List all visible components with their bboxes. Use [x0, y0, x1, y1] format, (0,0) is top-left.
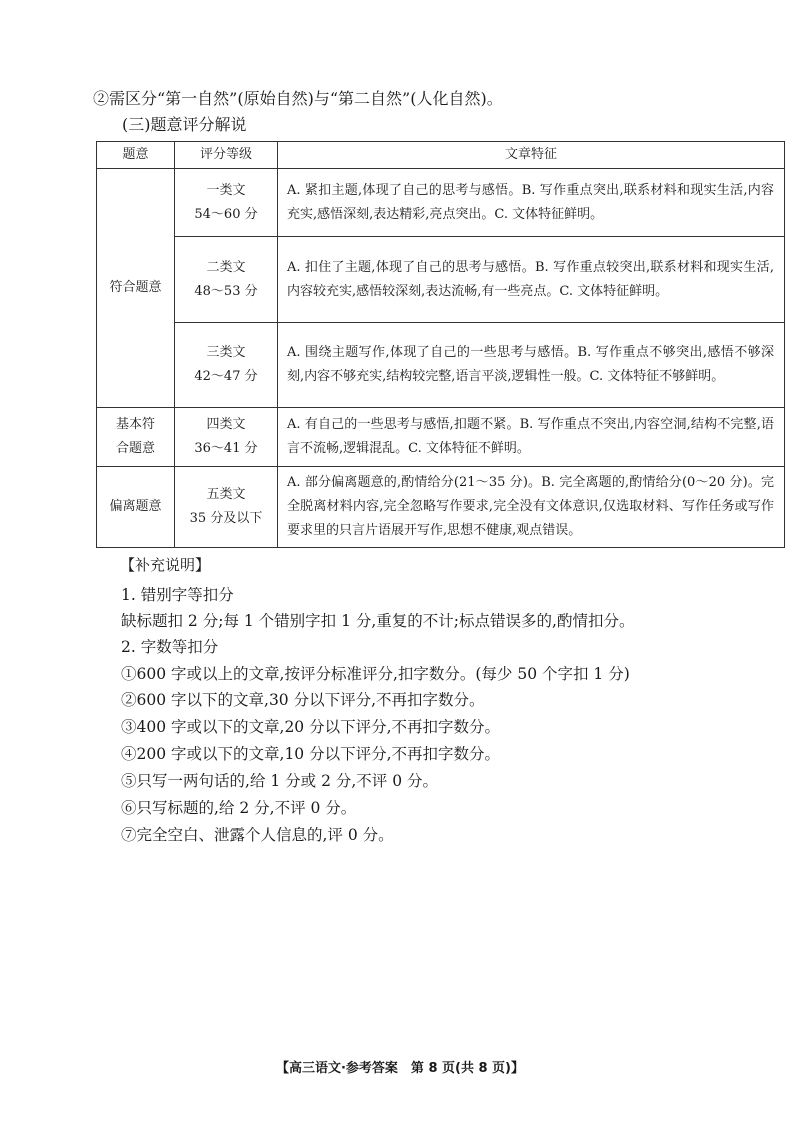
supplement-item: ③400 字或以下的文章,20 分以下评分,不再扣字数分。 [121, 718, 501, 736]
table-header-row [97, 142, 785, 169]
category-basic-label: 基本符合题意 [116, 417, 156, 456]
category-off [97, 467, 175, 548]
header-topic: 题意 [97, 142, 175, 169]
grade-level-cell [175, 169, 278, 237]
supplement-item: ⑥只写标题的,给 2 分,不评 0 分。 [121, 799, 357, 817]
category-fit-label: 符合题意 [109, 280, 162, 295]
grade-level-name: 五类文 [206, 487, 246, 502]
grade-description: A. 围绕主题写作,体现了自己的一些思考与感悟。B. 写作重点不够突出,感悟不够深刻,内容不够充实,结构较完整,语言平淡,逻辑性一般。C. 文体特征不够鲜明。 [278, 323, 785, 408]
grade-level-name: 二类文 [206, 259, 246, 275]
category-off-label: 偏离题意 [109, 499, 162, 514]
supplement-item: ①600 字或以上的文章,按评分标准评分,扣字数分。(每少 50 个字扣 1 分) [121, 665, 630, 683]
grade-description: A. 有自己的一些思考与感悟,扣题不紧。B. 写作重点不突出,内容空洞,结构不完整,语言不流畅,逻辑混乱。C. 文体特征不鲜明。 [278, 408, 785, 467]
header-grade-level: 评分等级 [175, 142, 278, 169]
grade-score-range: 48～53 分 [194, 283, 258, 299]
table-row [97, 467, 785, 548]
grade-description: A. 紧扣主题,体现了自己的思考与感悟。B. 写作重点突出,联系材料和现实生活,内容充实,感悟深刻,表达精彩,亮点突出。C. 文体特征鲜明。 [278, 169, 785, 237]
supplement-item: 1. 错别字等扣分 [121, 586, 234, 604]
category-basic [97, 408, 175, 467]
grade-level-cell [175, 408, 278, 467]
supplement-item: ④200 字或以下的文章,10 分以下评分,不再扣字数分。 [121, 745, 501, 763]
table-row [97, 237, 785, 323]
grade-level-cell [175, 467, 278, 548]
header-features: 文章特征 [278, 142, 785, 169]
supplement-title: 【补充说明】 [120, 556, 211, 574]
page-footer: 【高三语文·参考答案 第 8 页(共 8 页)】 [275, 1061, 525, 1076]
grade-level-name: 四类文 [206, 417, 246, 432]
grading-table [96, 141, 785, 548]
grade-score-range: 35 分及以下 [189, 511, 263, 526]
grade-level-cell [175, 237, 278, 323]
supplement-item: ⑤只写一两句话的,给 1 分或 2 分,不评 0 分。 [121, 772, 439, 790]
grade-score-range: 42～47 分 [194, 369, 258, 384]
supplement-item: ⑦完全空白、泄露个人信息的,评 0 分。 [121, 826, 394, 844]
supplement-item: ②600 字以下的文章,30 分以下评分,不再扣字数分。 [121, 691, 485, 709]
intro-line: ②需区分“第一自然”(原始自然)与“第二自然”(人化自然)。 [93, 89, 503, 108]
section-heading: (三)题意评分解说 [122, 115, 247, 134]
table-row [97, 408, 785, 467]
table-row [97, 323, 785, 408]
grade-score-range: 36～41 分 [194, 441, 258, 456]
grade-level-name: 一类文 [206, 182, 246, 198]
supplement-item: 缺标题扣 2 分;每 1 个错别字扣 1 分,重复的不计;标点错误多的,酌情扣分。 [121, 612, 635, 630]
grade-description: A. 部分偏离题意的,酌情给分(21～35 分)。B. 完全离题的,酌情给分(0～20 分)。完全脱离材料内容,完全忽略写作要求,完全没有文体意识,仅选取材料、写作任务或写作要求里的只言片语展开写作,思想不健康,观点错误。 [278, 467, 785, 548]
supplement-item: 2. 字数等扣分 [121, 638, 219, 656]
grade-score-range: 54～60 分 [194, 206, 258, 222]
table-row [97, 169, 785, 237]
grade-description: A. 扣住了主题,体现了自己的思考与感悟。B. 写作重点较突出,联系材料和现实生活,内容较充实,感悟较深刻,表达流畅,有一些亮点。C. 文体特征鲜明。 [278, 237, 785, 323]
grade-level-name: 三类文 [206, 345, 246, 360]
category-fit [97, 169, 175, 408]
grade-level-cell [175, 323, 278, 408]
